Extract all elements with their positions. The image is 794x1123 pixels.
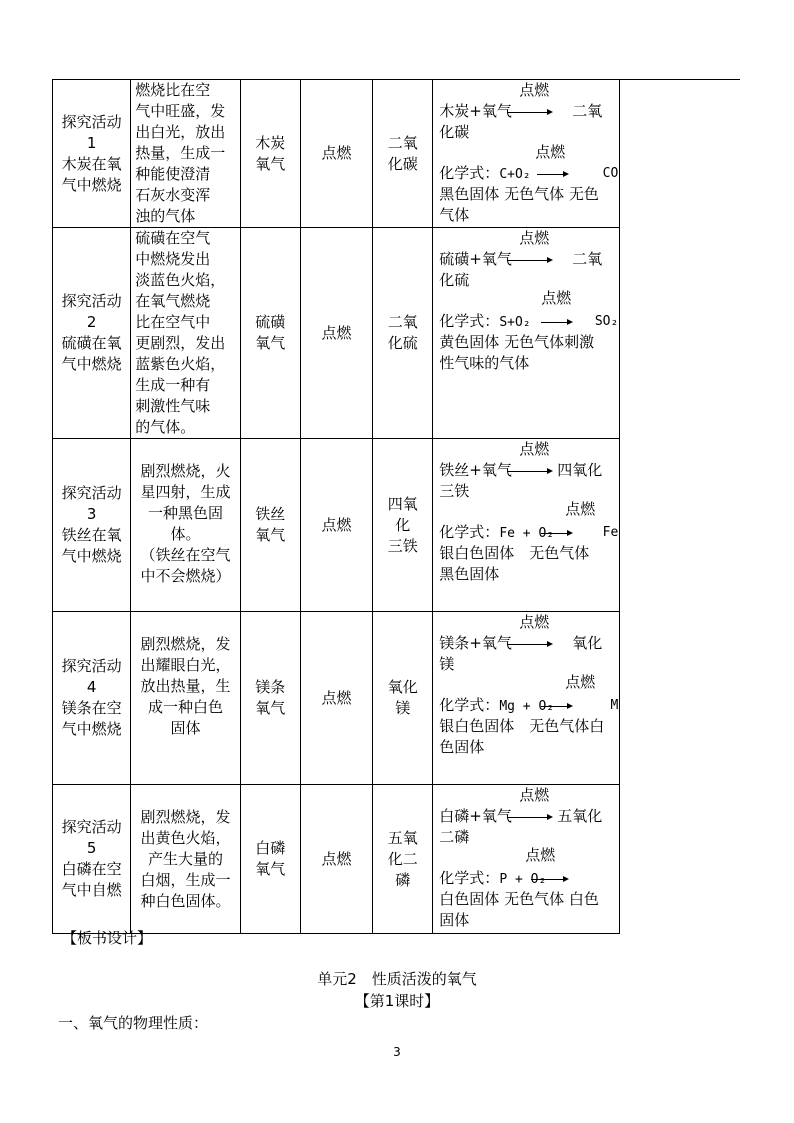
word-equation-reactants: 白磷+氧气 [439,807,512,825]
phenomenon-line: 在氧气燃烧 [135,292,211,310]
product-cell [373,80,433,228]
activity-line: 镁条在空 [61,699,122,717]
activity-cell [53,439,131,612]
formula-line [439,868,546,890]
formula-product: SO₂ [594,314,619,329]
product-line: 化 [395,515,411,534]
product-cell [373,612,433,785]
formula-line [439,695,554,717]
word-equation-product-cont: 化碳 [439,123,470,141]
condition-cell [300,612,372,785]
phenomenon-line: 白烟，生成一 [140,871,231,889]
product-line: 四氧 [387,494,418,513]
phenomenon-line: 出白光，放出 [135,123,226,141]
phenomenon-line: 燃烧比在空 [135,81,211,99]
reactant-line: 氧气 [255,334,286,352]
formula-arrow-icon [541,706,571,707]
reactant-line: 木炭 [255,133,286,152]
condition-text: 点燃 [321,323,352,342]
activity-line: 硫磺在氧 [61,334,122,352]
state-line: 性气味的气体 [439,354,530,372]
formula-product: M [610,698,619,713]
product-cell [373,439,433,612]
phenomenon-line: 蓝紫色火焰， [135,355,226,373]
activity-cell [53,785,131,934]
state-line: 黑色固体 [439,565,500,583]
activity-line: 探究活动 [61,112,122,131]
experiment-row [53,228,620,439]
phenomenon-line: 体。 [170,525,201,543]
activity-line: 气中燃烧 [61,175,122,194]
product-cell [373,785,433,934]
reactant-line: 氧气 [255,860,286,878]
reaction-arrow-icon [507,644,551,645]
product-line: 二氧 [387,313,418,331]
condition-text: 点燃 [321,144,352,162]
section-heading: 一、氧气的物理性质： [58,1014,209,1032]
activity-line: 4 [86,678,97,696]
lesson-title: 【第1课时】 [354,992,440,1010]
phenomenon-cell [131,439,240,612]
condition-cell [300,439,372,612]
formula-reactants: Mg + O₂ [499,699,555,714]
activity-line: 1 [86,133,97,152]
activity-line: 气中燃烧 [61,720,122,738]
reactants-cell [240,785,300,934]
activity-line: 探究活动 [61,484,122,502]
activity-line: 探究活动 [61,292,122,310]
phenomenon-line: 气中旺盛，发 [135,102,226,120]
formula-reactants: P + O₂ [499,872,547,887]
reaction-condition-label: 点燃 [519,440,550,458]
condition-text: 点燃 [321,849,352,868]
condition-cell [300,228,372,439]
word-equation-product: 二氧 [572,250,603,268]
word-equation-product-cont: 三铁 [439,482,470,500]
word-equation-product: 五氧化 [557,807,603,825]
formula-reactants: Fe + O₂ [499,526,555,541]
activity-cell [53,228,131,439]
phenomenon-cell [131,612,240,785]
activity-line: 白磷在空 [61,860,122,878]
phenomenon-line: 中燃烧发出 [135,250,211,268]
formula-condition-label: 点燃 [565,673,596,691]
equation-cell [433,228,620,439]
product-line: 化二 [387,849,418,868]
product-line: 镁 [395,699,411,717]
formula-reactants: C+O₂ [499,167,531,182]
state-line: 固体 [439,911,470,929]
condition-text: 点燃 [321,515,352,534]
board-design-label: 【板书设计】 [62,929,153,947]
reaction-arrow-icon [507,112,551,113]
formula-condition-label: 点燃 [565,500,596,518]
phenomenon-line: 刺激性气味 [135,397,211,415]
activity-cell [53,612,131,785]
reactant-line: 氧气 [255,154,286,173]
formula-prefix: 化学式： [439,312,500,330]
activity-line: 5 [86,839,97,857]
condition-cell [300,80,372,228]
phenomenon-line: 固体 [170,719,201,737]
formula-prefix: 化学式： [439,523,500,541]
formula-condition-label: 点燃 [525,846,556,864]
reactants-cell [240,80,300,228]
phenomenon-line: 淡蓝色火焰， [135,271,226,289]
phenomenon-line: 中不会燃烧） [140,567,231,585]
formula-line [439,163,530,185]
condition-cell [300,785,372,934]
word-equation-reactants: 硫磺+氧气 [439,250,512,268]
activity-line: 气中燃烧 [61,547,122,565]
formula-arrow-icon [531,879,567,880]
reaction-condition-label: 点燃 [519,229,550,247]
formula-arrow-icon [541,322,571,323]
phenomenon-line: 更剧烈，发出 [135,334,226,352]
activity-line: 木炭在氧 [61,154,122,173]
reaction-condition-label: 点燃 [519,81,550,99]
state-line: 银白色固体 无色气体 [439,544,590,562]
state-line: 黄色固体 无色气体刺激 [439,333,595,351]
word-equation-reactants: 镁条+氧气 [439,634,512,652]
reaction-condition-label: 点燃 [519,786,550,804]
phenomenon-line: 产生大量的 [147,850,223,868]
phenomenon-line: 成一种白色 [147,698,223,716]
reactant-line: 硫磺 [255,313,286,331]
phenomenon-line: 剧烈燃烧，火 [140,462,231,480]
word-equation-product: 二氧 [572,102,603,120]
formula-condition-label: 点燃 [541,289,572,307]
state-line: 气体 [439,206,470,224]
reaction-arrow-icon [507,260,551,261]
formula-reactants: S+O₂ [499,315,531,330]
phenomenon-line: 比在空气中 [135,313,211,331]
phenomenon-cell [131,80,240,228]
product-line: 二氧 [387,133,418,152]
formula-arrow-icon [537,174,567,175]
activity-line: 气中燃烧 [61,355,122,373]
reactants-cell [240,228,300,439]
formula-line [439,311,530,333]
phenomenon-line: 热量，生成一 [135,144,226,162]
reactant-line: 铁丝 [255,505,286,523]
reaction-arrow-icon [507,817,551,818]
phenomenon-cell [131,228,240,439]
condition-text: 点燃 [321,688,352,707]
phenomenon-line: 硫磺在空气 [135,229,211,247]
phenomenon-line: 剧烈燃烧，发 [140,808,231,826]
activity-cell [53,80,131,228]
word-equation-reactants: 铁丝+氧气 [439,461,512,479]
experiment-row [53,785,620,934]
formula-prefix: 化学式： [439,696,500,714]
formula-prefix: 化学式： [439,869,500,887]
reactant-line: 氧气 [255,526,286,544]
reactant-line: 白磷 [255,839,286,857]
reactant-line: 氧气 [255,699,286,717]
product-cell [373,228,433,439]
word-equation-product-cont: 二磷 [439,828,470,846]
activity-line: 3 [86,505,97,523]
unit-title: 单元2 性质活泼的氧气 [317,970,477,988]
phenomenon-line: 石灰水变浑 [135,186,211,204]
formula-condition-label: 点燃 [535,143,566,161]
experiment-table [52,79,620,934]
phenomenon-cell [131,785,240,934]
equation-cell [433,785,620,934]
formula-product: Fe [602,525,619,540]
reactants-cell [240,439,300,612]
phenomenon-line: 的气体。 [135,418,196,436]
product-line: 磷 [395,870,411,889]
phenomenon-line: 浊的气体 [135,207,196,225]
phenomenon-line: 放出热量，生 [140,677,231,695]
page-number: 3 [393,1045,401,1059]
phenomenon-line: （铁丝在空气 [140,546,231,564]
phenomenon-line: 星四射，生成 [140,483,231,501]
activity-line: 探究活动 [61,657,122,675]
state-line: 银白色固体 无色气体白 [439,717,605,735]
reactant-line: 镁条 [255,678,286,696]
phenomenon-line: 种白色固体。 [140,892,231,910]
product-line: 化硫 [387,334,418,352]
equation-cell [433,439,620,612]
phenomenon-line: 生成一种有 [135,376,211,394]
experiment-row [53,439,620,612]
word-equation-product: 四氧化 [557,461,603,479]
word-equation-product-cont: 化硫 [439,271,470,289]
formula-arrow-icon [541,533,571,534]
experiment-row [53,80,620,228]
state-line: 白色固体 无色气体 白色 [439,890,599,908]
phenomenon-line: 出黄色火焰， [140,829,231,847]
phenomenon-line: 出耀眼白光， [140,656,231,674]
phenomenon-line: 一种黑色固 [147,504,223,522]
activity-line: 2 [86,313,97,331]
activity-line: 探究活动 [61,818,122,836]
product-line: 化碳 [387,154,418,173]
reaction-arrow-icon [507,471,551,472]
reaction-condition-label: 点燃 [519,613,550,631]
word-equation-product-cont: 镁 [439,655,455,673]
word-equation-reactants: 木炭+氧气 [439,102,512,120]
word-equation-product: 氧化 [572,634,603,652]
phenomenon-line: 剧烈燃烧，发 [140,635,231,653]
formula-prefix: 化学式： [439,164,500,182]
reactants-cell [240,612,300,785]
product-line: 三铁 [387,536,418,555]
experiment-row [53,612,620,785]
product-line: 五氧 [387,828,418,847]
formula-product: CO [602,166,619,181]
equation-cell [433,612,620,785]
state-line: 色固体 [439,738,485,756]
state-line: 黑色固体 无色气体 无色 [439,185,599,203]
activity-line: 铁丝在氧 [61,526,122,544]
phenomenon-line: 种能使澄清 [135,165,211,183]
formula-line [439,522,554,544]
activity-line: 气中自燃 [61,881,122,899]
equation-cell [433,80,620,228]
product-line: 氧化 [387,678,418,696]
